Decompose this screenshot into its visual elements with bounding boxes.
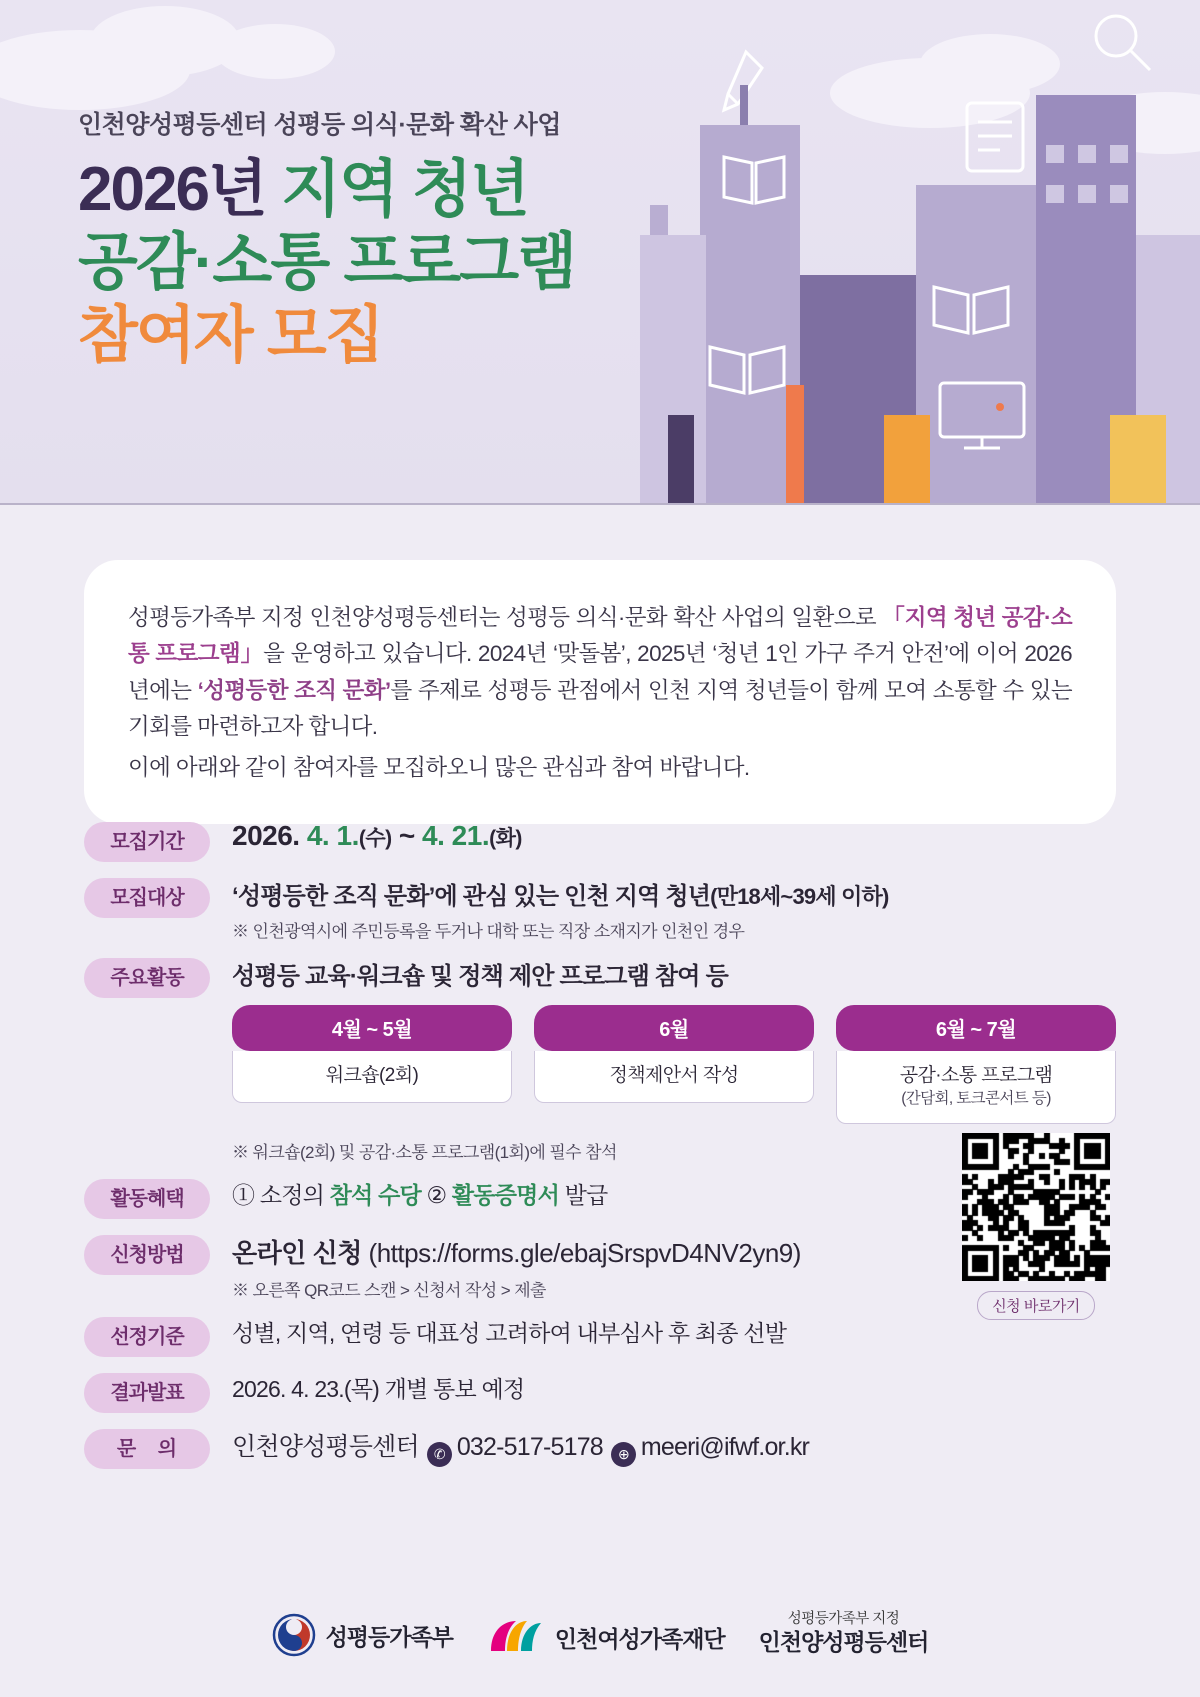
book-icon: [704, 335, 790, 401]
contact-email[interactable]: meeri@ifwf.or.kr: [640, 1432, 810, 1461]
ministry-logo-block: [272, 1613, 453, 1657]
globe-icon: ⊕: [611, 1442, 636, 1467]
row-criteria: [84, 1315, 1116, 1357]
row-target: [84, 876, 1116, 942]
contact-body: [232, 1427, 1116, 1467]
building-shape: [668, 415, 694, 505]
cloud-shape: [215, 24, 335, 79]
apply-method: 온라인 신청: [232, 1237, 362, 1268]
tag-contact: 문 의: [84, 1429, 210, 1469]
window-shape: [1078, 185, 1096, 203]
book-icon: [928, 275, 1014, 341]
monitor-icon: [934, 377, 1030, 455]
activity-box-subtext: (간담회, 토크콘서트 등): [901, 1089, 1051, 1107]
tag-criteria: 선정기준: [84, 1317, 210, 1357]
intro-theme: ‘성평등한 조직 문화’: [197, 677, 391, 703]
window-shape: [1110, 185, 1128, 203]
intro-paragraph-1: [128, 600, 1072, 746]
intro-text-e: 를 주제로 성평등 관점에서 인천 지역 청년들이 함께 모여 소통할 수 있는 기회를 마련하고자 합니다.: [128, 677, 1072, 740]
building-shape: [916, 185, 1036, 505]
center-logo-block: [759, 1610, 929, 1657]
qr-canvas[interactable]: [962, 1133, 1110, 1281]
title-part-region-youth: 지역 청년: [281, 155, 528, 224]
center-designation: 성평등가족부 지정: [787, 1611, 900, 1628]
header-title-line-2: [78, 226, 575, 299]
activity-box-body: [232, 1051, 512, 1103]
footer-logos: [0, 1610, 1200, 1657]
phone-icon: ✆: [427, 1442, 452, 1467]
ministry-label: 성평등가족부: [325, 1623, 453, 1650]
benefits-highlight-certificate: 활동증명서: [451, 1181, 559, 1208]
period-body: [232, 820, 1116, 852]
header-title-line-3: [78, 299, 575, 372]
title-year: 2026년: [78, 155, 266, 224]
benefits-highlight-allowance: 참석 수당: [329, 1181, 421, 1208]
poster-header: [0, 0, 1200, 505]
contact-phone[interactable]: 032-517-5178: [456, 1432, 603, 1461]
tag-apply: 신청방법: [84, 1235, 210, 1275]
period-end-day: (화): [489, 827, 522, 850]
header-title-line-1: [78, 153, 575, 226]
row-result: [84, 1371, 1116, 1413]
intro-text-c: 을 운영하고 있습니다. 2024년 ‘맞돌봄’, 2025년 ‘청년 1인 가구 주거 안전’에 이어 2026년에는: [128, 641, 1072, 703]
building-shape: [1110, 415, 1166, 505]
apply-note: ※ 오른쪽 QR코드 스캔 > 신청서 작성 > 제출: [232, 1280, 546, 1300]
window-shape: [1078, 145, 1096, 163]
result-body: [232, 1371, 1116, 1404]
target-main: ‘성평등한 조직 문화’에 관심 있는 인천 지역 청년: [232, 883, 711, 910]
intro-text-a: 성평등가족부 지정 인천양성평등센터는 성평등 의식·문화 확산 사업의 일환으로: [128, 605, 883, 630]
period-end-date: 4. 21.: [422, 820, 490, 851]
window-shape: [1046, 185, 1064, 203]
city-skyline-illustration: [640, 85, 1200, 505]
benefits-part-2: ②: [420, 1181, 452, 1208]
tag-activities: 주요활동: [84, 958, 210, 998]
foundation-logo-block: [487, 1617, 725, 1657]
qr-block: [956, 1133, 1116, 1320]
target-age: (만18세~39세 이하): [710, 884, 889, 909]
row-period: [84, 820, 1116, 862]
window-shape: [1046, 145, 1064, 163]
activity-box: [836, 1005, 1116, 1124]
row-contact: [84, 1427, 1116, 1469]
period-start-day: (수): [358, 827, 392, 850]
activities-note: ※ 워크숍(2회) 및 공감·소통 프로그램(1회)에 필수 참석: [232, 1142, 617, 1162]
foundation-mark-icon: [487, 1617, 545, 1657]
activities-body: [232, 956, 1116, 1163]
magnifier-icon: [1088, 8, 1158, 78]
building-shape: [740, 85, 748, 125]
period-start-date: 4. 1.: [306, 820, 359, 851]
activity-box-header: 6월: [534, 1005, 814, 1051]
target-note: ※ 인천광역시에 주민등록을 두거나 대학 또는 직장 소재지가 인천인 경우: [232, 922, 745, 941]
qr-code[interactable]: [962, 1133, 1110, 1281]
government-emblem-icon: [272, 1613, 316, 1657]
window-shape: [1110, 145, 1128, 163]
period-year: 2026.: [232, 820, 300, 851]
intro-card: [84, 560, 1116, 824]
header-divider: [0, 503, 1200, 505]
activity-box-body: [836, 1051, 1116, 1124]
result-value: 2026. 4. 23.(목) 개별 통보 예정: [232, 1375, 525, 1402]
activity-box-text: 정책제안서 작성: [609, 1065, 739, 1086]
row-activities: [84, 956, 1116, 1163]
dot-decoration: [996, 403, 1004, 411]
tag-result: 결과발표: [84, 1373, 210, 1413]
foundation-label: 인천여성가족재단: [554, 1625, 725, 1652]
intro-paragraph-2: 이에 아래와 같이 참여자를 모집하오니 많은 관심과 참여 바랍니다.: [128, 754, 750, 780]
building-shape: [884, 415, 930, 505]
activity-box-text: 공감·소통 프로그램: [899, 1065, 1053, 1086]
criteria-value: 성별, 지역, 연령 등 대표성 고려하여 내부심사 후 최종 선발: [232, 1319, 787, 1346]
cloud-shape: [90, 6, 240, 76]
target-value: [232, 876, 1116, 911]
apply-url[interactable]: (https://forms.gle/ebajSrspvD4NV2yn9): [368, 1237, 801, 1268]
tag-period: 모집기간: [84, 822, 210, 862]
activities-value: 성평등 교육·워크숍 및 정책 제안 프로그램 참여 등: [232, 963, 728, 990]
activity-box-text: 워크숍(2회): [325, 1065, 419, 1086]
title-part-recruit: 참여자 모집: [78, 301, 383, 371]
activity-box: [534, 1005, 814, 1124]
building-shape: [786, 385, 804, 505]
book-icon: [718, 147, 790, 209]
intro-program-name: 「지역 청년 공감·소통 프로그램」: [128, 605, 1073, 667]
center-name: 인천양성평등센터: [758, 1629, 929, 1656]
benefits-part-3: 발급: [559, 1181, 608, 1208]
activity-box-header: 4월 ~ 5월: [232, 1005, 512, 1051]
activity-box: [232, 1005, 512, 1124]
activity-box-body: [534, 1051, 814, 1103]
contact-org: 인천양성평등센터: [232, 1432, 419, 1461]
activity-schedule-boxes: [232, 1005, 1116, 1124]
activity-box-header: 6월 ~ 7월: [836, 1005, 1116, 1051]
tag-target: 모집대상: [84, 878, 210, 918]
contact-value: [232, 1427, 1116, 1467]
period-dash: ~: [398, 820, 415, 851]
period-value: [232, 820, 1116, 852]
header-eyebrow: 인천양성평등센터 성평등 의식·문화 확산 사업: [78, 111, 561, 139]
qr-caption: 신청 바로가기: [977, 1291, 1095, 1320]
header-text-block: [78, 105, 575, 372]
target-body: [232, 876, 1116, 942]
benefits-part-1: ① 소정의: [232, 1181, 330, 1208]
tag-benefits: 활동혜택: [84, 1179, 210, 1219]
title-part-program: 공감·소통 프로그램: [78, 228, 576, 298]
